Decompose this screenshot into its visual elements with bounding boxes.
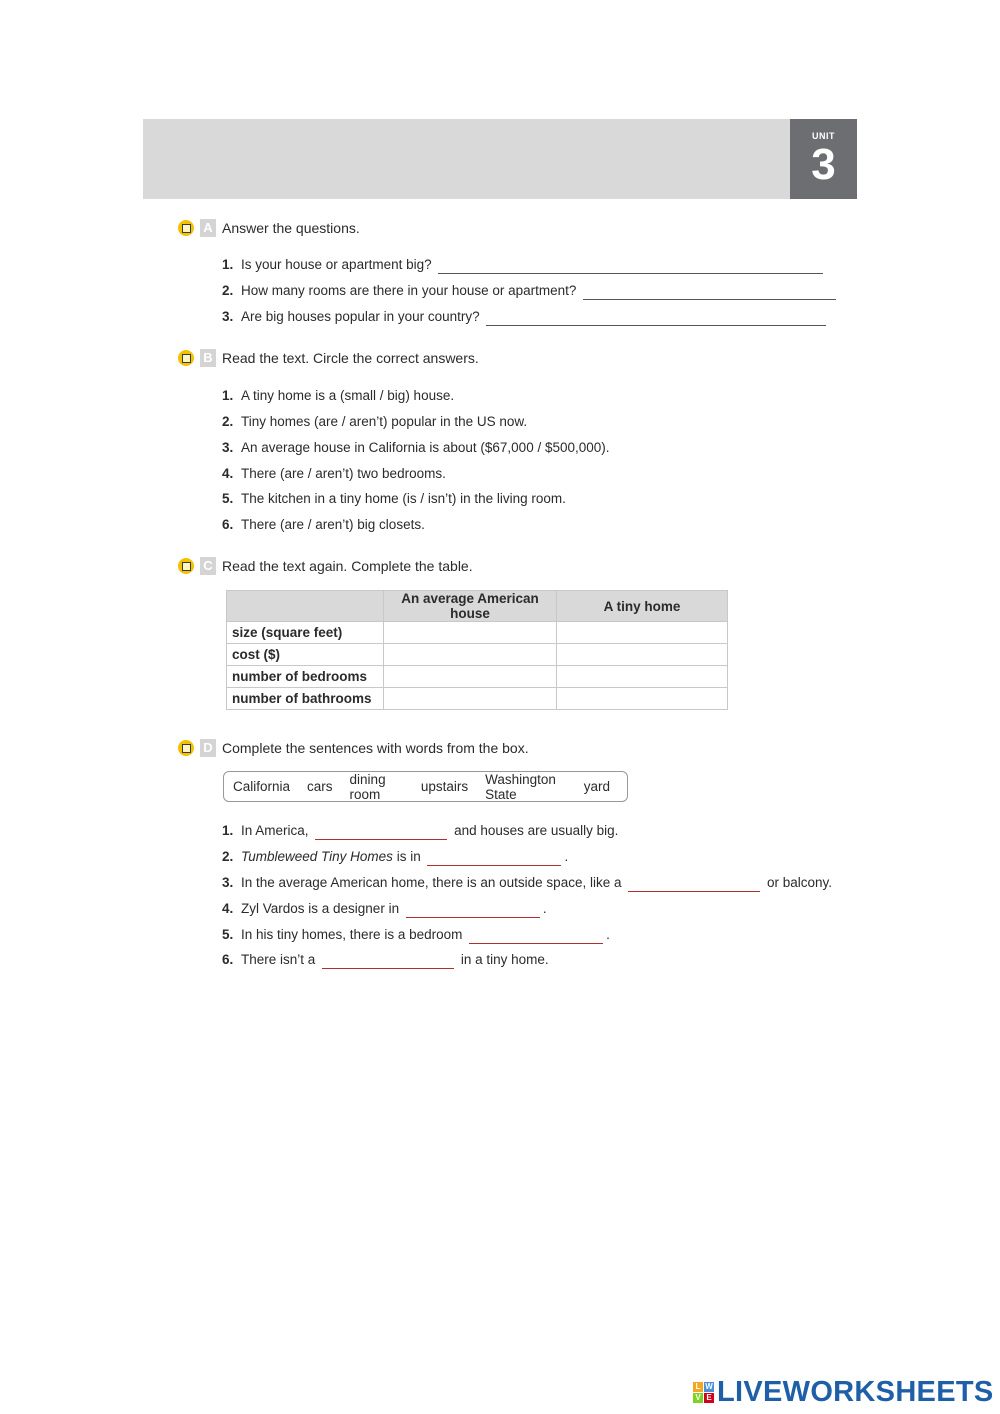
section-instruction: Read the text. Circle the correct answers. bbox=[222, 350, 479, 366]
word-box bbox=[223, 771, 628, 802]
answer-blank[interactable] bbox=[438, 259, 823, 274]
answer-cell[interactable] bbox=[384, 688, 557, 710]
section-instruction: Answer the questions. bbox=[222, 220, 360, 236]
answer-cell[interactable] bbox=[384, 644, 557, 666]
sentence-item: 4. Zyl Vardos is a designer in . bbox=[222, 901, 547, 916]
table-row bbox=[227, 644, 728, 666]
answer-cell[interactable] bbox=[557, 688, 728, 710]
question-item[interactable]: 1. A tiny home is a (small / big) house. bbox=[222, 388, 455, 403]
answer-blank[interactable] bbox=[427, 851, 561, 866]
comparison-table bbox=[226, 590, 728, 710]
answer-cell[interactable] bbox=[557, 644, 728, 666]
section-letter: A bbox=[200, 219, 216, 237]
table-header-row bbox=[227, 591, 728, 622]
pencil-task-icon bbox=[178, 350, 194, 366]
question-item[interactable]: 3. An average house in California is about ($67,000 / $500,000). bbox=[222, 440, 610, 455]
answer-blank[interactable] bbox=[628, 877, 760, 892]
answer-blank[interactable] bbox=[406, 903, 540, 918]
header-band bbox=[143, 119, 790, 199]
table-header-cell: A tiny home bbox=[557, 591, 728, 622]
question-item[interactable]: 4. There (are / aren’t) two bedrooms. bbox=[222, 466, 446, 481]
question-item[interactable]: 2. Tiny homes (are / aren’t) popular in the US now. bbox=[222, 414, 528, 429]
word-option: upstairs bbox=[420, 779, 469, 794]
section-letter: D bbox=[200, 739, 216, 757]
answer-cell[interactable] bbox=[557, 622, 728, 644]
answer-cell[interactable] bbox=[557, 666, 728, 688]
unit-number: 3 bbox=[811, 140, 836, 189]
answer-cell[interactable] bbox=[384, 622, 557, 644]
table-row bbox=[227, 622, 728, 644]
row-label: size (square feet) bbox=[227, 622, 384, 644]
table-header-cell bbox=[227, 591, 384, 622]
question-item[interactable]: 6. There (are / aren’t) big closets. bbox=[222, 517, 425, 532]
pencil-task-icon bbox=[178, 558, 194, 574]
table-header-cell: An average American house bbox=[384, 591, 557, 622]
unit-label: UNIT bbox=[812, 131, 835, 141]
unit-badge bbox=[790, 119, 857, 199]
question-item: 1. Is your house or apartment big? bbox=[222, 256, 826, 274]
answer-blank[interactable] bbox=[322, 954, 454, 969]
liveworksheets-logo[interactable] bbox=[693, 1376, 994, 1409]
answer-cell[interactable] bbox=[384, 666, 557, 688]
sentence-item: 5. In his tiny homes, there is a bedroom . bbox=[222, 927, 610, 942]
sentence-item: 3. In the average American home, there is an outside space, like a or balcony. bbox=[222, 875, 833, 890]
table-row bbox=[227, 666, 728, 688]
question-item: 2. How many rooms are there in your house or apartment? bbox=[222, 282, 839, 300]
question-item[interactable]: 5. The kitchen in a tiny home (is / isn’t) in the living room. bbox=[222, 491, 566, 506]
answer-blank[interactable] bbox=[486, 311, 826, 326]
logo-text: LIVEWORKSHEETS bbox=[717, 1376, 994, 1408]
table-row bbox=[227, 688, 728, 710]
pencil-task-icon bbox=[178, 740, 194, 756]
row-label: cost ($) bbox=[227, 644, 384, 666]
sentence-item: 1. In America, and houses are usually big. bbox=[222, 823, 619, 838]
section-b-header bbox=[178, 348, 479, 368]
row-label: number of bedrooms bbox=[227, 666, 384, 688]
answer-blank[interactable] bbox=[583, 285, 836, 300]
word-option: yard bbox=[583, 779, 610, 794]
word-option: dining room bbox=[349, 771, 386, 802]
question-item: 3. Are big houses popular in your country? bbox=[222, 308, 829, 326]
pencil-task-icon bbox=[178, 220, 194, 236]
sentence-item: 6. There isn’t a in a tiny home. bbox=[222, 952, 549, 967]
section-d-header bbox=[178, 738, 529, 758]
answer-blank[interactable] bbox=[315, 825, 447, 840]
section-instruction: Read the text again. Complete the table. bbox=[222, 558, 473, 574]
sentence-item: 2. Tumbleweed Tiny Homes is in . bbox=[222, 849, 569, 864]
word-option: Washington State bbox=[485, 771, 556, 802]
logo-mark-icon: L W V E bbox=[693, 1382, 714, 1403]
section-letter: C bbox=[200, 557, 216, 575]
word-option: cars bbox=[307, 779, 333, 794]
answer-blank[interactable] bbox=[469, 929, 603, 944]
section-instruction: Complete the sentences with words from the box. bbox=[222, 740, 529, 756]
word-option: California bbox=[233, 779, 291, 794]
section-c-header bbox=[178, 556, 473, 576]
row-label: number of bathrooms bbox=[227, 688, 384, 710]
section-a-header bbox=[178, 218, 360, 238]
section-letter: B bbox=[200, 349, 216, 367]
